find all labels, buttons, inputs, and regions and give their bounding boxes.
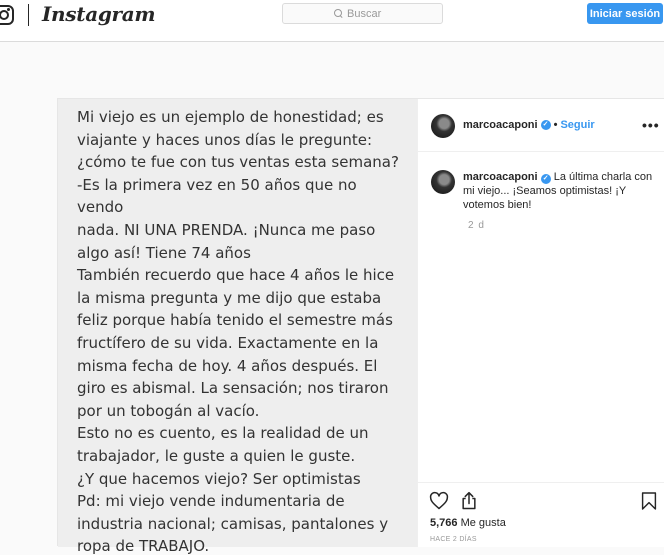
instagram-logo[interactable]: Instagram [42, 2, 156, 26]
post-image[interactable] [58, 99, 417, 555]
post-sidebar [417, 99, 664, 547]
caption-username[interactable]: marcoacaponi [463, 171, 538, 183]
caption-text: La última charla con mi viejo... ¡Seamos optimistas! ¡Y votemos bien! [463, 171, 653, 211]
post-image-text: Mi viejo es un ejemplo de honestidad; es viajante y haces unos días le pregunte: ¿cómo te fue con tus ventas esta semana? -Es la primera vez en 50 años que no vendo nada. NI UNA PRENDA. ¡Nunca me paso algo así! Tiene 74 años También recuerdo que hace 4 años le hice la misma pregunta y me dijo que estaba feliz porque había tenido el semestre más fructífero de su vida. Exactamente en la misma fecha de hoy. 4 años después. El giro es abismal. La sensación; nos tiraron por un tobogán al vacío. Esto no es cuento, es la realidad de un trabajador, le guste a quien le guste. ¿Y que hacemos viejo? Ser optimistas Pd: mi viejo vende indumentaria de industria nacional; camisas, pantalones y ropa de TRABAJO. [77, 108, 399, 555]
post-actions [418, 482, 664, 547]
login-button[interactable]: Iniciar sesión [587, 3, 663, 24]
verified-icon: ✓ [541, 174, 551, 184]
follow-button[interactable]: Seguir [560, 119, 595, 131]
post-date: HACE 2 DÍAS [430, 536, 477, 543]
more-options-icon[interactable]: ••• [642, 117, 660, 133]
share-icon[interactable] [459, 491, 479, 511]
post-header [418, 99, 664, 152]
bookmark-icon[interactable] [641, 491, 657, 511]
separator-dot: • [553, 119, 558, 131]
header-divider [28, 4, 29, 26]
top-navigation-bar [0, 0, 664, 42]
author-username[interactable]: marcoacaponi [463, 119, 538, 131]
avatar[interactable] [431, 114, 455, 138]
caption-timestamp[interactable]: 2 d [468, 220, 485, 231]
caption-avatar[interactable] [431, 170, 455, 194]
heart-icon[interactable] [429, 491, 449, 511]
search-icon [334, 9, 343, 18]
search-input[interactable] [347, 8, 391, 20]
instagram-glyph-icon[interactable] [0, 5, 14, 25]
post-container [57, 98, 664, 555]
search-box[interactable] [282, 3, 443, 24]
post-author [463, 119, 595, 131]
likes-label: Me gusta [460, 517, 506, 529]
likes-number: 5,766 [430, 517, 458, 529]
likes-count[interactable] [430, 517, 506, 529]
verified-icon: ✓ [541, 120, 551, 130]
post-caption [463, 170, 653, 212]
